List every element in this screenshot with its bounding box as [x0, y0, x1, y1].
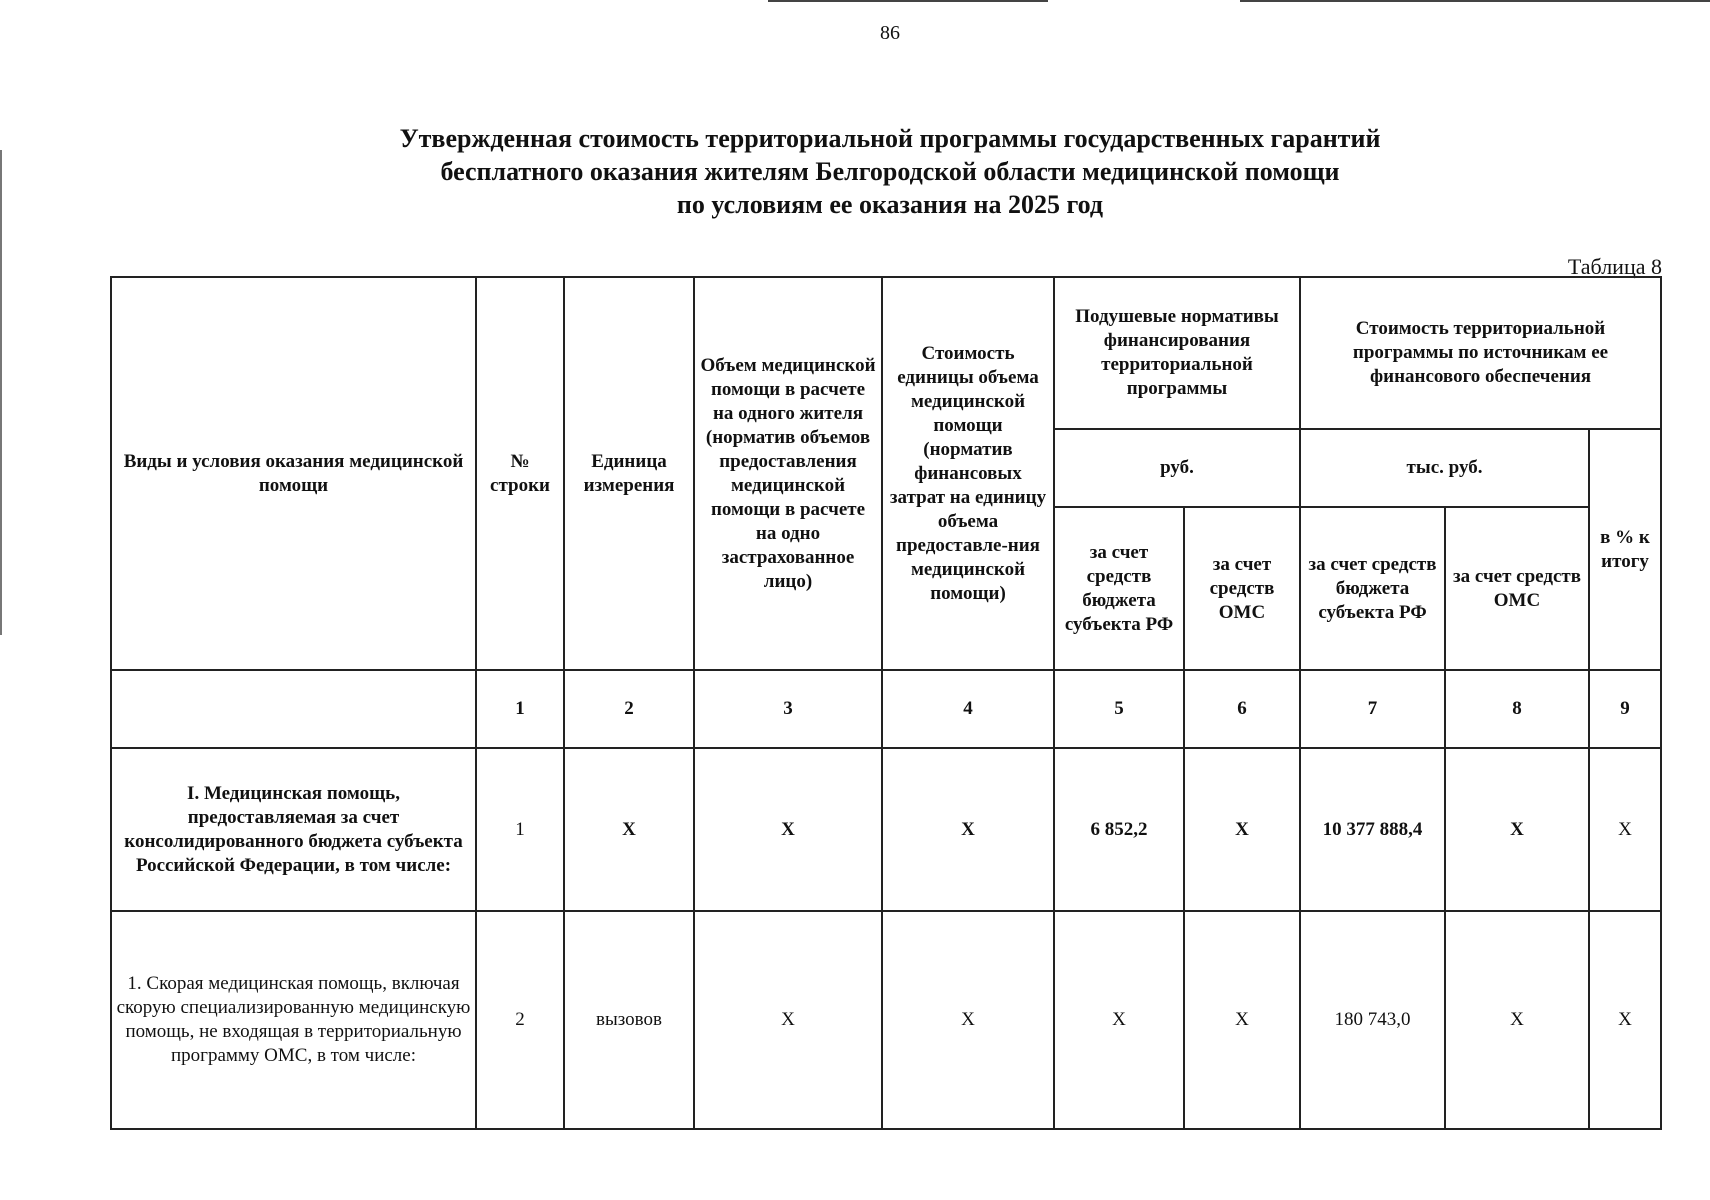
column-number-cell: 9: [1589, 670, 1661, 748]
row-percent: X: [1589, 748, 1661, 911]
column-number-cell: 4: [882, 670, 1054, 748]
header-program-cost: Стоимость территориальной программы по источникам ее финансового обеспечения: [1300, 277, 1661, 429]
header-volume: Объем медицинской помощи в расчете на одного жителя (норматив объемов предоставления медицинской помощи в расчете на одно застрахованное лицо): [694, 277, 882, 670]
row-cost-oms: X: [1445, 748, 1589, 911]
scan-edge-mark: [0, 150, 2, 635]
table-row: [111, 748, 1661, 911]
row-name: I. Медицинская помощь, предоставляемая за счет консолидированного бюджета субъекта Российской Федерации, в том числе:: [111, 748, 476, 911]
title-line: Утвержденная стоимость территориальной программы государственных гарантий: [399, 124, 1381, 153]
scan-top-line: [1240, 0, 1710, 2]
cost-table: [110, 276, 1662, 1130]
row-volume: X: [694, 911, 882, 1129]
row-volume: X: [694, 748, 882, 911]
row-cost-oms: X: [1445, 911, 1589, 1129]
title-line: по условиям ее оказания на 2025 год: [676, 190, 1104, 219]
header-row: [111, 277, 1661, 429]
header-rub: руб.: [1054, 429, 1300, 507]
row-percent: X: [1589, 911, 1661, 1129]
column-number-cell: 1: [476, 670, 564, 748]
header-thous-rub: тыс. руб.: [1300, 429, 1589, 507]
title-line: бесплатного оказания жителям Белгородской области медицинской помощи: [440, 157, 1340, 186]
page-number: 86: [880, 22, 900, 44]
row-name: 1. Скорая медицинская помощь, включая скорую специализированную медицинскую помощь, не входящая в территориальную программу ОМС, в том числе:: [111, 911, 476, 1129]
row-unit-cost: X: [882, 911, 1054, 1129]
header-budget-rf: за счет средств бюджета субъекта РФ: [1054, 507, 1184, 670]
row-per-capita-budget: 6 852,2: [1054, 748, 1184, 911]
header-budget-rf-cost: за счет средств бюджета субъекта РФ: [1300, 507, 1445, 670]
header-row-number: № строки: [476, 277, 564, 670]
row-per-capita-oms: X: [1184, 911, 1300, 1129]
column-number-cell: 6: [1184, 670, 1300, 748]
row-cost-budget: 180 743,0: [1300, 911, 1445, 1129]
column-number-cell: 5: [1054, 670, 1184, 748]
row-cost-budget: 10 377 888,4: [1300, 748, 1445, 911]
row-unit: вызовов: [564, 911, 694, 1129]
column-number-cell: 8: [1445, 670, 1589, 748]
header-unit: Единица измерения: [564, 277, 694, 670]
header-kind: Виды и условия оказания медицинской помощи: [111, 277, 476, 670]
row-per-capita-oms: X: [1184, 748, 1300, 911]
row-number: 1: [476, 748, 564, 911]
column-number-row: [111, 670, 1661, 748]
column-number-cell: 7: [1300, 670, 1445, 748]
row-unit-cost: X: [882, 748, 1054, 911]
row-per-capita-budget: X: [1054, 911, 1184, 1129]
header-per-capita: Подушевые нормативы финансирования территориальной программы: [1054, 277, 1300, 429]
header-unit-cost: Стоимость единицы объема медицинской помощи (норматив финансовых затрат на единицу объема предоставле-ния медицинской помощи): [882, 277, 1054, 670]
table-label: Таблица 8: [1567, 254, 1662, 279]
column-number-cell: 2: [564, 670, 694, 748]
column-number-cell: 3: [694, 670, 882, 748]
header-oms: за счет средств ОМС: [1184, 507, 1300, 670]
row-unit: X: [564, 748, 694, 911]
row-number: 2: [476, 911, 564, 1129]
header-oms-cost: за счет средств ОМС: [1445, 507, 1589, 670]
scan-top-line: [768, 0, 1048, 2]
column-number-cell: [111, 670, 476, 748]
header-percent: в % к итогу: [1589, 429, 1661, 670]
document-title: [110, 122, 1670, 221]
table-row: [111, 911, 1661, 1129]
